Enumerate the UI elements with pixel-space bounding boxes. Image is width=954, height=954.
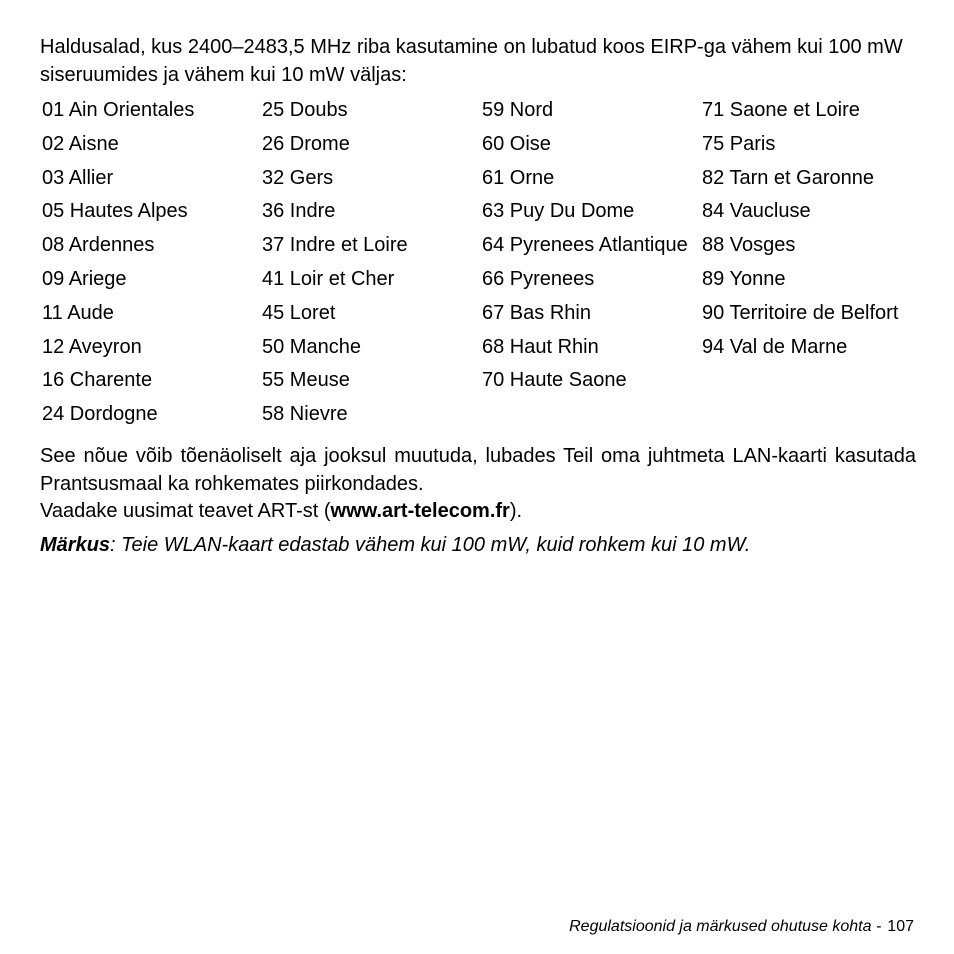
page-number: 107 — [887, 918, 914, 935]
note-paragraph — [40, 532, 750, 560]
department-item: 84 Vaucluse — [702, 200, 811, 223]
department-item: 45 Loret — [262, 301, 336, 324]
art-info-prefix: Vaadake uusimat teavet ART-st ( — [40, 500, 331, 522]
department-item: 11 Aude — [42, 301, 114, 324]
department-item: 88 Vosges — [702, 234, 796, 257]
department-item: 70 Haute Saone — [482, 369, 627, 392]
page-footer — [569, 917, 914, 937]
department-item: 36 Indre — [262, 200, 336, 223]
department-item: 89 Yonne — [702, 267, 786, 290]
department-item: 02 Aisne — [42, 132, 119, 155]
department-item: 09 Ariege — [42, 267, 127, 290]
department-item: 16 Charente — [42, 369, 153, 392]
department-item: 50 Manche — [262, 335, 361, 358]
department-item: 55 Meuse — [262, 369, 350, 392]
department-item: 26 Drome — [262, 132, 350, 155]
department-item: 71 Saone et Loire — [702, 99, 860, 121]
footer-text: Regulatsioonid ja märkused ohutuse kohta - — [569, 918, 882, 935]
department-item: 60 Oise — [482, 132, 551, 155]
department-item: 32 Gers — [262, 166, 334, 189]
department-item: 82 Tarn et Garonne — [702, 166, 874, 189]
department-item: 37 Indre et Loire — [262, 234, 408, 257]
department-item: 08 Ardennes — [42, 234, 155, 257]
note-label: Märkus — [40, 534, 111, 556]
department-item: 41 Loir et Cher — [262, 267, 395, 290]
department-item: 05 Hautes Alpes — [42, 200, 188, 223]
department-item: 66 Pyrenees — [482, 267, 595, 290]
department-item: 64 Pyrenees Atlantique — [482, 234, 688, 257]
art-telecom-link[interactable]: www.art-telecom.fr — [330, 500, 510, 522]
department-item: 12 Aveyron — [42, 335, 142, 358]
department-item: 03 Allier — [42, 166, 114, 189]
art-info-paragraph — [40, 498, 916, 526]
intro-paragraph: Haldusalad, kus 2400–2483,5 MHz riba kasutamine on lubatud koos EIRP-ga vähem kui 100 mW siseruumides ja vähem kui 10 mW väljas: — [40, 36, 903, 86]
department-item: 61 Orne — [482, 166, 555, 189]
department-item: 59 Nord — [482, 99, 554, 121]
department-item: 63 Puy Du Dome — [482, 200, 635, 223]
art-info-suffix: ). — [509, 500, 523, 522]
department-column-1 — [40, 97, 260, 435]
department-column-3 — [480, 97, 700, 435]
department-item: 68 Haut Rhin — [482, 335, 599, 358]
department-column-2 — [260, 97, 480, 435]
department-item: 58 Nievre — [262, 403, 348, 426]
department-list — [40, 97, 920, 435]
department-item: 01 Ain Orientales — [42, 99, 195, 121]
note-text: : Teie WLAN-kaart edastab vähem kui 100 mW, kuid rohkem kui 10 mW. — [110, 534, 751, 556]
department-item: 94 Val de Marne — [702, 335, 848, 358]
department-item: 90 Territoire de Belfort — [702, 301, 899, 324]
department-item: 67 Bas Rhin — [482, 301, 591, 324]
department-item: 25 Doubs — [262, 99, 348, 121]
department-column-4 — [700, 97, 920, 435]
regulation-change-paragraph: See nõue võib tõenäoliselt aja jooksul muutuda, lubades Teil oma juhtmeta LAN-kaarti kasutada Prantsusmaal ka rohkemates piirkondades. — [40, 445, 916, 495]
department-item: 24 Dordogne — [42, 403, 158, 426]
department-item: 75 Paris — [702, 132, 776, 155]
